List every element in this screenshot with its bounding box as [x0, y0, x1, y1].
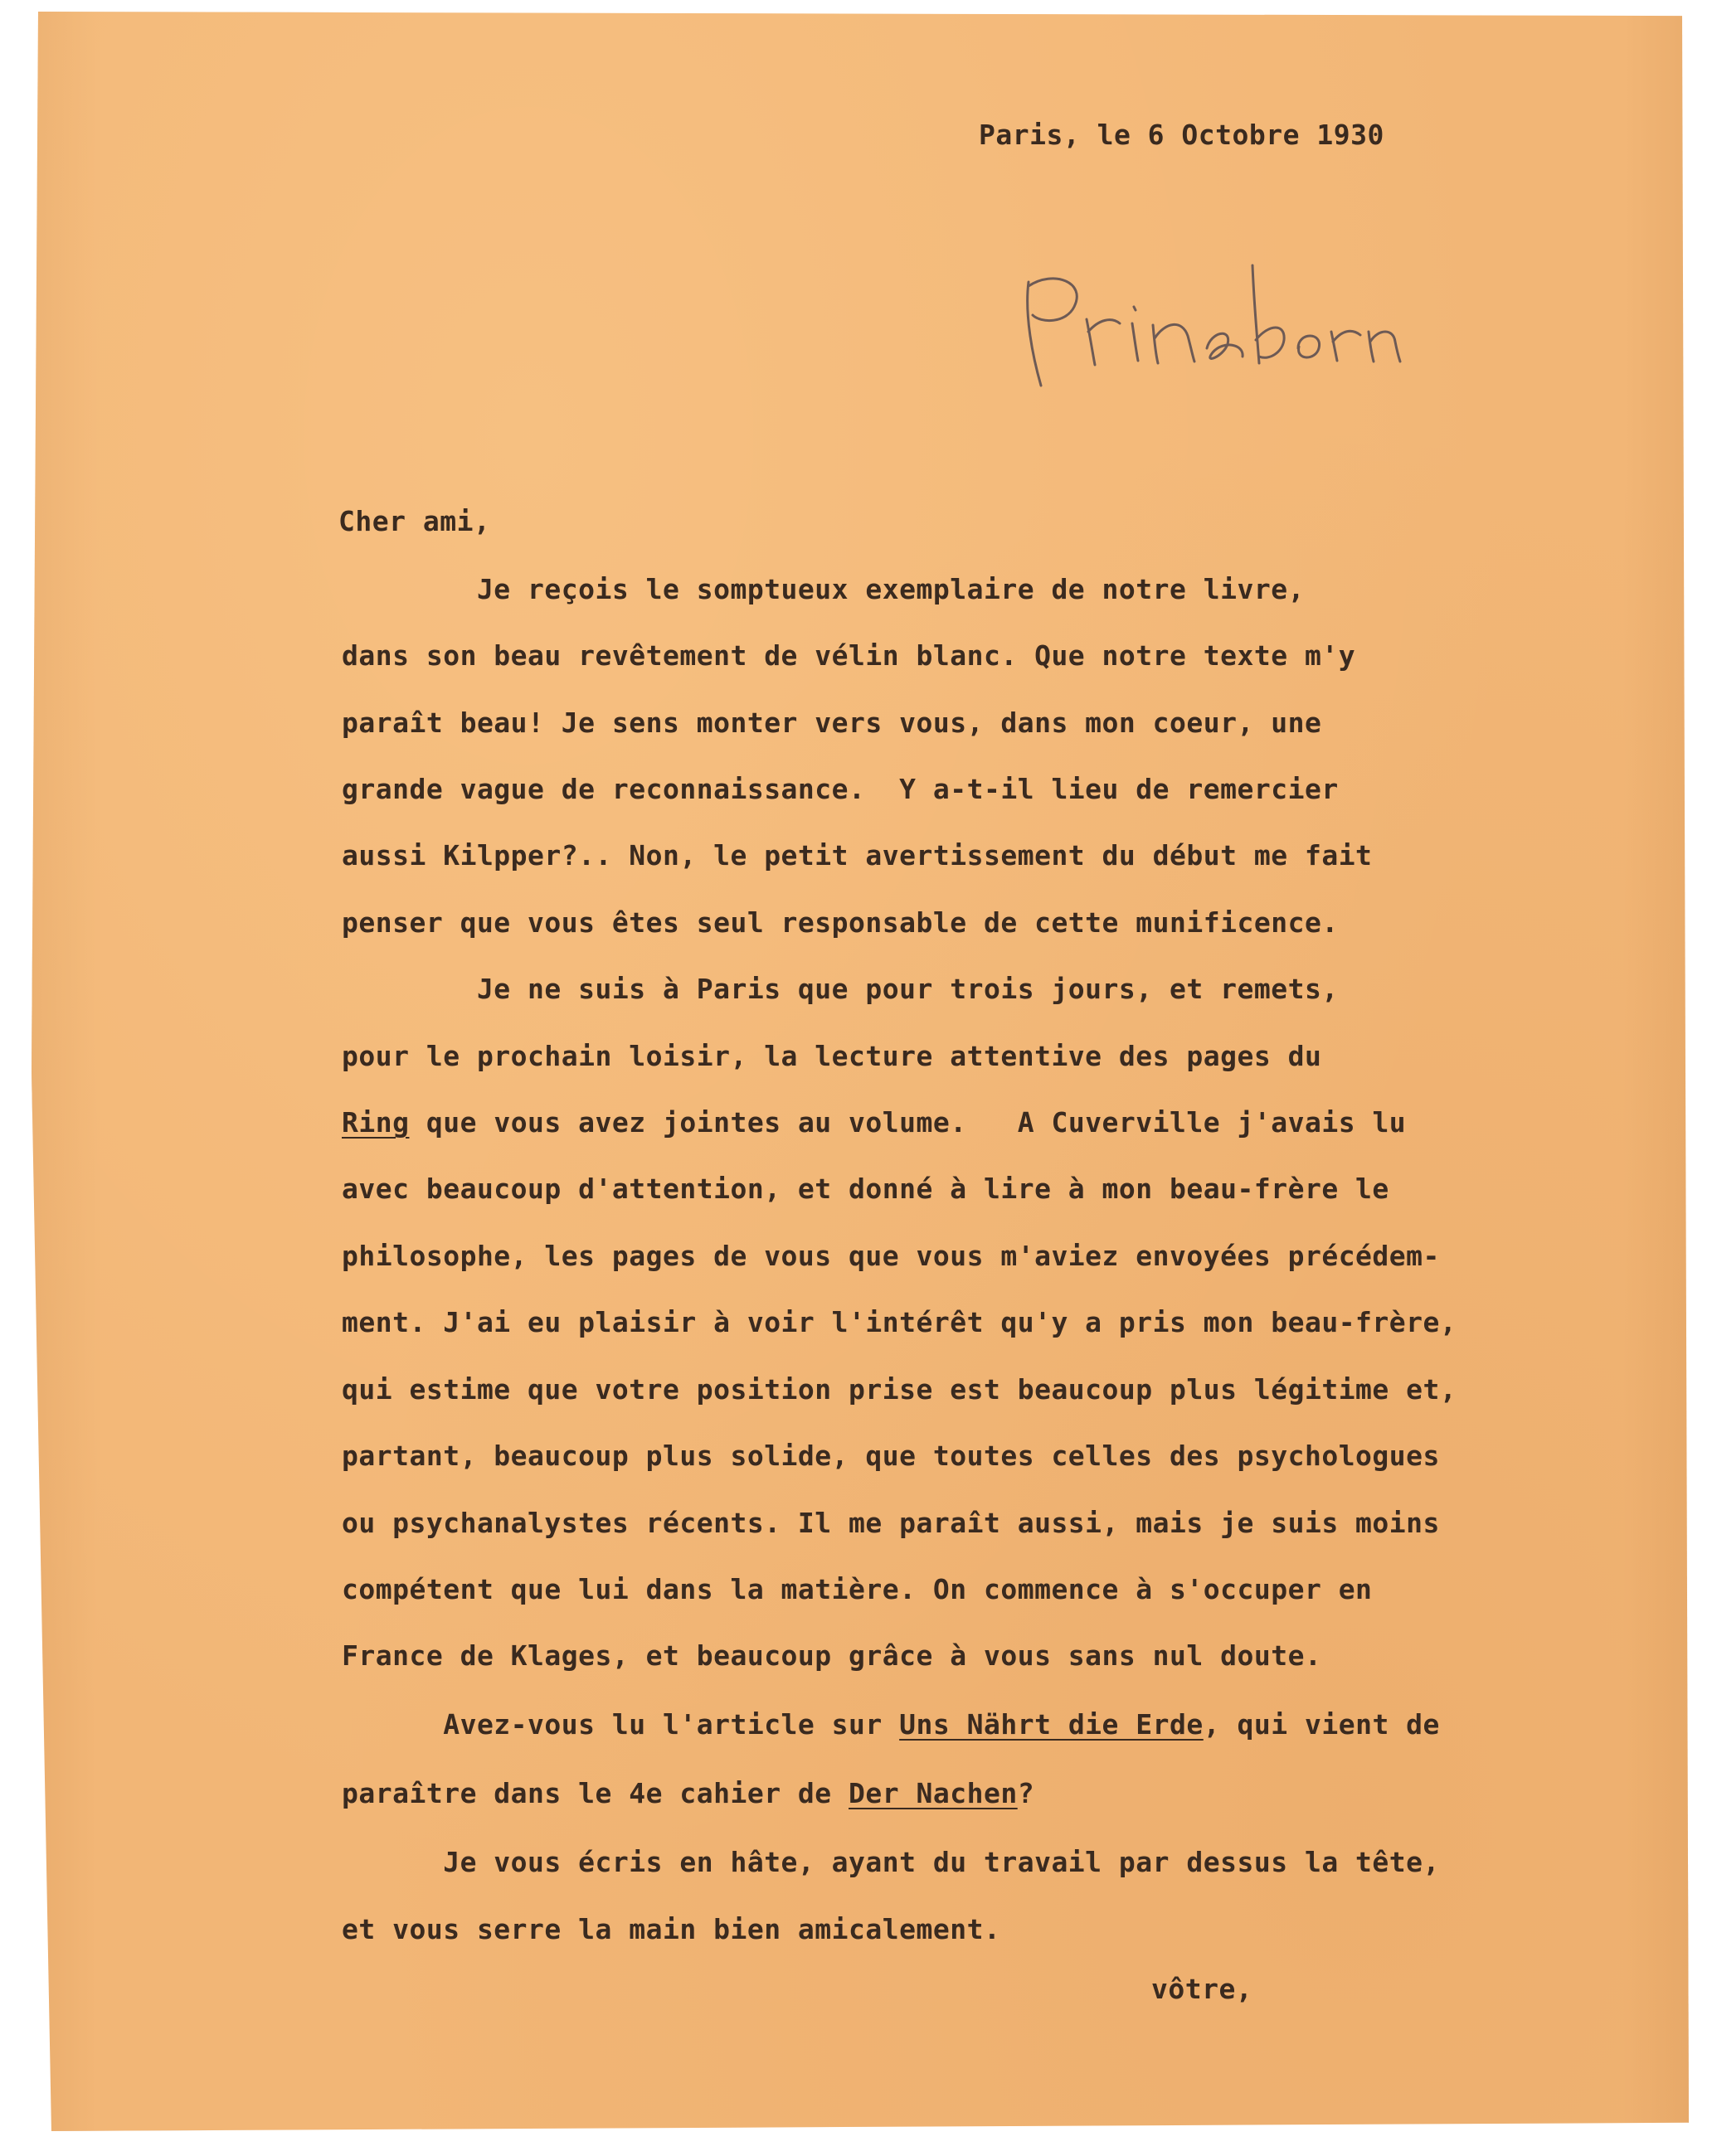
body-line: avec beaucoup d'attention, et donné à lire à mon beau-frère le: [342, 1173, 1389, 1205]
body-line: aussi Kilpper?.. Non, le petit avertissement du début me fait: [342, 839, 1373, 872]
body-line: partant, beaucoup plus solide, que toutes celles des psychologues: [342, 1440, 1440, 1472]
body-line: ment. J'ai eu plaisir à voir l'intérêt qu'y a pris mon beau-frère,: [342, 1306, 1457, 1338]
underlined-title-der-nachen: Der Nachen: [849, 1777, 1018, 1809]
body-line: ou psychanalystes récents. Il me paraît aussi, mais je suis moins: [342, 1507, 1440, 1539]
body-line: et vous serre la main bien amicalement.: [342, 1913, 1001, 1945]
salutation: Cher ami,: [338, 505, 491, 537]
body-line: dans son beau revêtement de vélin blanc. Que notre texte m'y: [342, 639, 1356, 672]
body-line-article: [342, 1708, 1440, 1741]
body-line-text: paraître dans le 4e cahier de: [342, 1777, 849, 1809]
body-line-text: que vous avez jointes au volume. A Cuverville j'avais lu: [409, 1106, 1407, 1139]
body-line-text: Avez-vous lu l'article sur: [342, 1708, 900, 1741]
closing: vôtre,: [1151, 1973, 1253, 2005]
handwritten-prinzhorn-note: [995, 249, 1410, 406]
body-line: compétent que lui dans la matière. On commence à s'occuper en: [342, 1573, 1373, 1605]
body-line: paraît beau! Je sens monter vers vous, dans mon coeur, une: [342, 707, 1322, 739]
body-line-text: , qui vient de: [1203, 1708, 1440, 1741]
underlined-title-uns-nahrt-die-erde: Uns Nährt die Erde: [899, 1708, 1204, 1741]
body-line: grande vague de reconnaissance. Y a-t-il lieu de remercier: [342, 773, 1339, 805]
body-line: France de Klages, et beaucoup grâce à vous sans nul doute.: [342, 1639, 1322, 1672]
body-line: penser que vous êtes seul responsable de cette munificence.: [342, 906, 1339, 939]
body-line: Je vous écris en hâte, ayant du travail par dessus la tête,: [342, 1846, 1440, 1878]
body-line-nachen: [342, 1777, 1035, 1809]
body-line: Je ne suis à Paris que pour trois jours, et remets,: [342, 973, 1339, 1005]
underlined-title-ring: Ring: [342, 1106, 410, 1139]
body-line-ring: [342, 1106, 1407, 1139]
body-line-text: ?: [1017, 1777, 1035, 1809]
letter-date: Paris, le 6 Octobre 1930: [979, 119, 1384, 151]
body-line: Je reçois le somptueux exemplaire de notre livre,: [342, 573, 1305, 605]
body-line: pour le prochain loisir, la lecture attentive des pages du: [342, 1040, 1322, 1072]
body-line: qui estime que votre position prise est beaucoup plus légitime et,: [342, 1373, 1457, 1406]
body-line: philosophe, les pages de vous que vous m'aviez envoyées précédem-: [342, 1240, 1440, 1272]
